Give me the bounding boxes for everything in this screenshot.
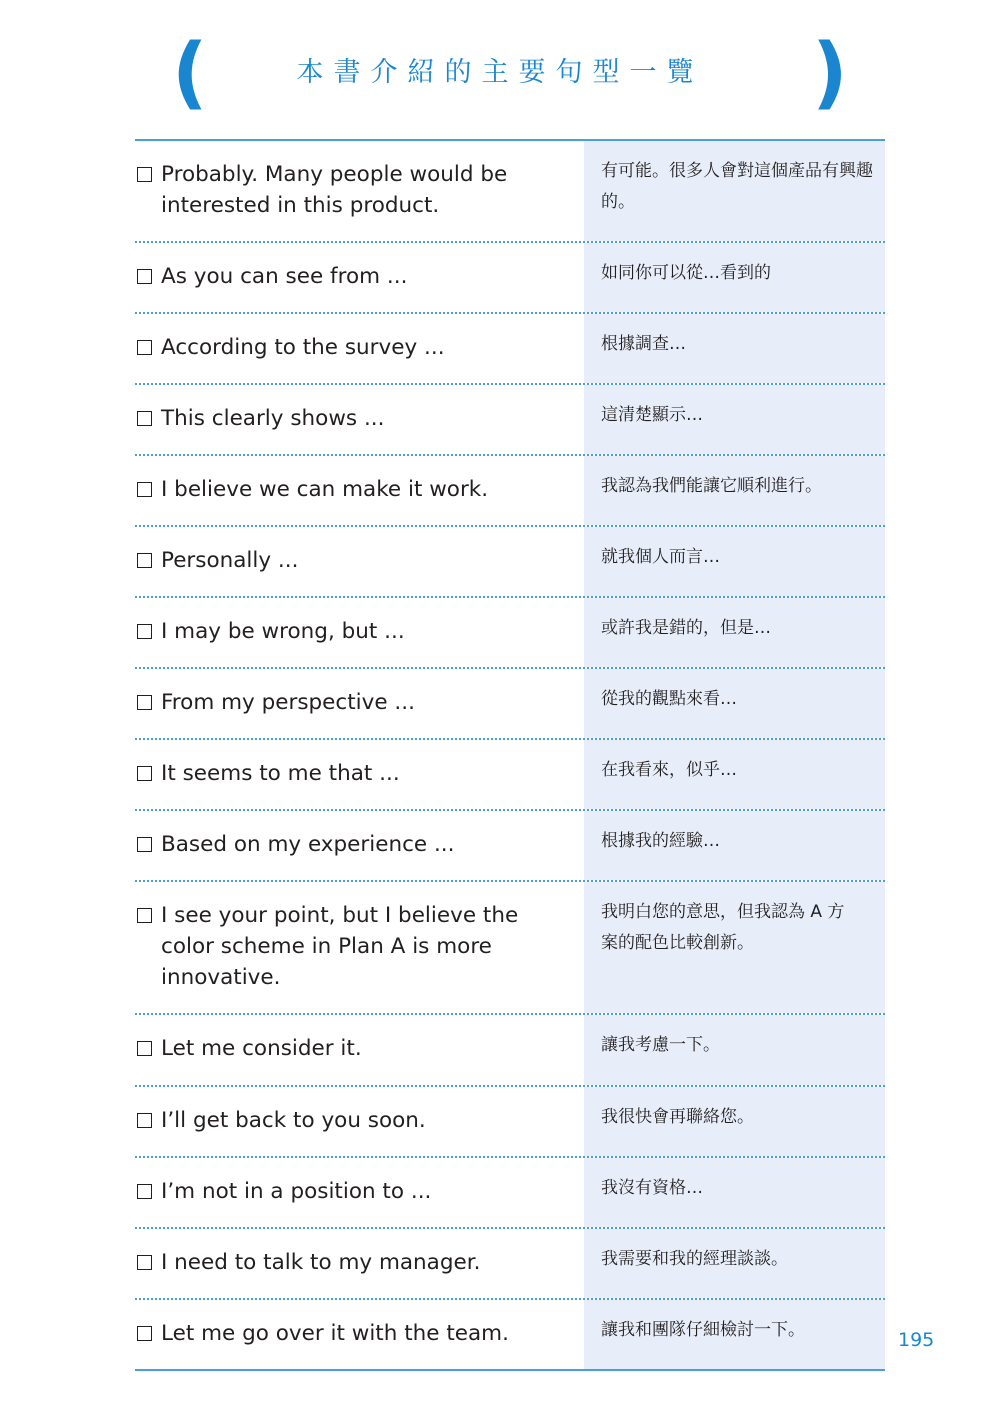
chinese-translation-cell [584,1015,885,1085]
chinese-translation-cell [584,740,885,809]
phrase-checkbox[interactable] [137,695,152,710]
chinese-translation-cell [584,598,885,667]
chinese-translation-text: 我需要和我的經理談談。 [601,1249,788,1269]
phrase-row [135,241,885,312]
english-phrase-cell [135,1300,584,1369]
chinese-translation-text: 根據調查… [601,334,686,354]
chinese-translation-cell [584,385,885,454]
chinese-translation-text: 從我的觀點來看… [601,689,737,709]
english-phrase-cell [135,811,584,880]
chinese-translation-cell [584,1300,885,1369]
english-phrase-text: Let me consider it. [161,1036,362,1061]
chinese-translation-text: 這清楚顯示… [601,405,703,425]
phrase-row [135,1156,885,1227]
phrase-checkbox[interactable] [137,1326,152,1341]
phrase-checkbox[interactable] [137,1041,152,1056]
english-phrase-cell [135,1158,584,1227]
english-phrase-text: From my perspective ... [161,690,415,715]
chinese-translation-text: 我明白您的意思，但我認為 A 方案的配色比較創新。 [601,902,845,953]
phrase-row [135,667,885,738]
phrase-row [135,141,885,241]
phrase-row [135,1085,885,1156]
chinese-translation-cell [584,882,885,1013]
english-phrase-text: I see your point, but I believe the color scheme in Plan A is more innovative. [161,903,519,990]
phrase-checkbox[interactable] [137,167,152,182]
phrase-row [135,809,885,880]
right-parenthesis: ) [812,28,848,118]
english-phrase-text: As you can see from ... [161,264,408,289]
chinese-translation-cell [584,456,885,525]
phrase-checkbox[interactable] [137,269,152,284]
chinese-translation-cell [584,1087,885,1156]
english-phrase-text: According to the survey ... [161,335,445,360]
english-phrase-text: This clearly shows ... [161,406,385,431]
english-phrase-cell [135,314,584,383]
phrase-checkbox[interactable] [137,908,152,923]
phrase-row [135,596,885,667]
chinese-translation-cell [584,527,885,596]
page-header [0,28,1000,118]
page-title: 本書介紹的主要句型一覽 [296,57,704,88]
english-phrase-cell [135,1229,584,1298]
phrase-checkbox[interactable] [137,553,152,568]
chinese-translation-cell [584,669,885,738]
phrase-row [135,454,885,525]
english-phrase-text: Probably. Many people would be interested in this product. [161,162,508,218]
english-phrase-cell [135,740,584,809]
chinese-translation-text: 我很快會再聯絡您。 [601,1107,754,1127]
english-phrase-cell [135,385,584,454]
phrase-checkbox[interactable] [137,1113,152,1128]
phrase-checkbox[interactable] [137,1184,152,1199]
english-phrase-text: Personally ... [161,548,299,573]
english-phrase-cell [135,456,584,525]
english-phrase-cell [135,141,584,241]
chinese-translation-text: 或許我是錯的，但是… [601,618,771,638]
phrase-row [135,1227,885,1298]
chinese-translation-text: 有可能。很多人會對這個產品有興趣的。 [601,161,873,212]
english-phrase-text: I may be wrong, but ... [161,619,405,644]
phrase-checkbox[interactable] [137,766,152,781]
chinese-translation-text: 我沒有資格… [601,1178,703,1198]
phrase-row [135,1298,885,1369]
phrase-row [135,738,885,809]
english-phrase-cell [135,527,584,596]
english-phrase-text: Based on my experience ... [161,832,455,857]
chinese-translation-text: 在我看來，似乎… [601,760,737,780]
chinese-translation-cell [584,1229,885,1298]
page-number: 195 [898,1329,935,1351]
phrase-checkbox[interactable] [137,624,152,639]
chinese-translation-cell [584,1158,885,1227]
chinese-translation-text: 讓我考慮一下。 [601,1035,720,1055]
english-phrase-text: I’ll get back to you soon. [161,1108,426,1133]
chinese-translation-text: 根據我的經驗… [601,831,720,851]
english-phrase-text: Let me go over it with the team. [161,1321,509,1346]
chinese-translation-text: 我認為我們能讓它順利進行。 [601,476,822,496]
english-phrase-cell [135,1087,584,1156]
phrase-checkbox[interactable] [137,1255,152,1270]
phrase-row [135,880,885,1013]
english-phrase-cell [135,1015,584,1085]
left-parenthesis: ( [172,28,208,118]
chinese-translation-cell [584,314,885,383]
phrase-row [135,525,885,596]
english-phrase-cell [135,243,584,312]
chinese-translation-cell [584,141,885,241]
phrase-checkbox[interactable] [137,411,152,426]
chinese-translation-cell [584,243,885,312]
phrase-checkbox[interactable] [137,340,152,355]
phrase-row [135,1013,885,1085]
chinese-translation-cell [584,811,885,880]
english-phrase-cell [135,598,584,667]
chinese-translation-text: 讓我和團隊仔細檢討一下。 [601,1320,805,1340]
chinese-translation-text: 就我個人而言… [601,547,720,567]
phrase-checkbox[interactable] [137,482,152,497]
english-phrase-cell [135,882,584,1013]
phrase-row [135,383,885,454]
phrase-table [135,139,885,1371]
english-phrase-text: I need to talk to my manager. [161,1250,481,1275]
chinese-translation-text: 如同你可以從…看到的 [601,263,771,283]
phrase-checkbox[interactable] [137,837,152,852]
phrase-row [135,312,885,383]
english-phrase-cell [135,669,584,738]
english-phrase-text: I’m not in a position to ... [161,1179,432,1204]
english-phrase-text: It seems to me that ... [161,761,400,786]
english-phrase-text: I believe we can make it work. [161,477,489,502]
